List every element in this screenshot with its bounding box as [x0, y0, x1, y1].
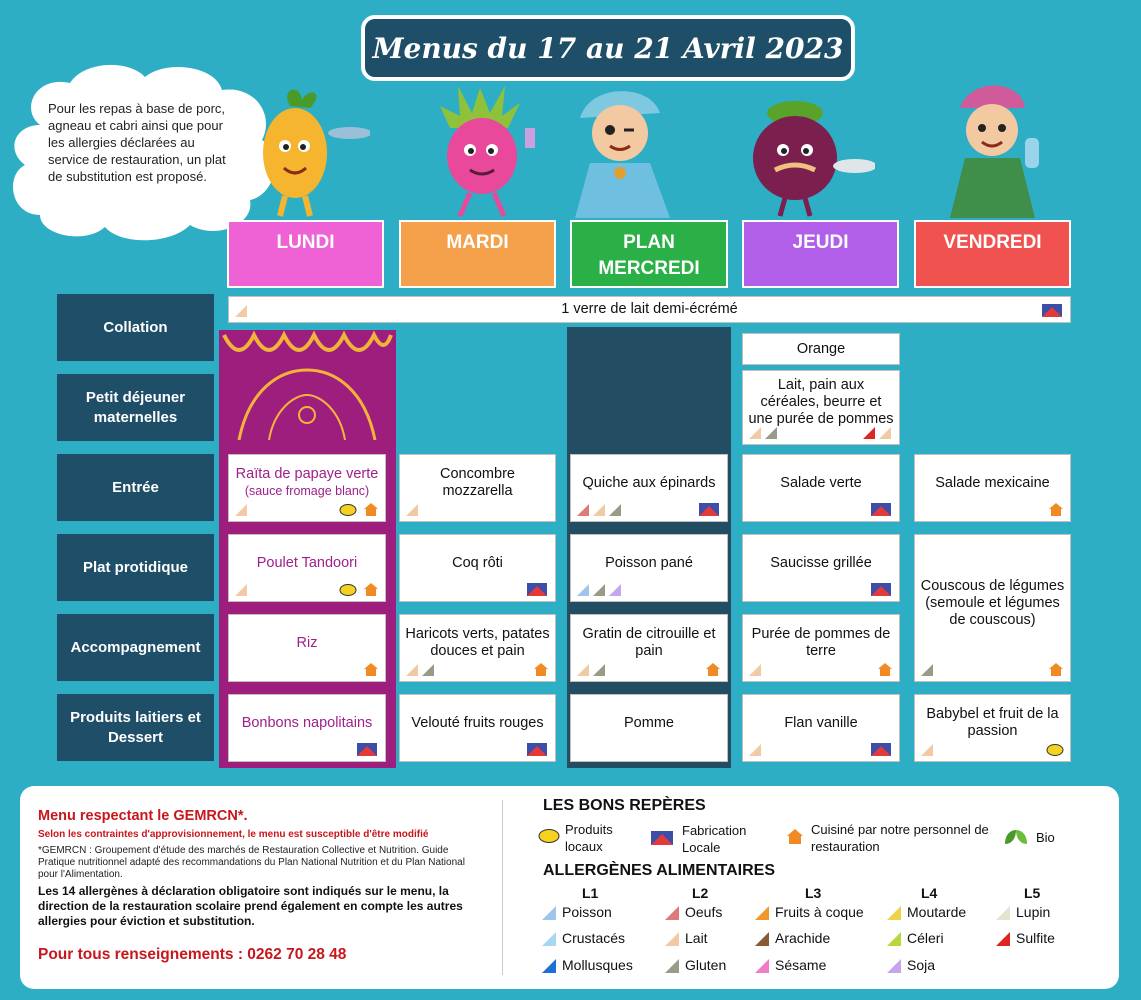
bio-leaf-icon: [1003, 828, 1029, 846]
moutarde-allergen-icon: [887, 906, 901, 920]
produits-locaux-icon: [339, 583, 357, 596]
gemrcn-note: *GEMRCN : Groupement d'étude des marchés de Restauration Collective et Nutrition. Guide Pratique nutritionnel adapté des recommandations du Plan National Nutrition et du Plan National pour l'Alimentation.: [38, 845, 465, 880]
plat-thursday: [742, 534, 900, 602]
dessert-tuesday: [399, 694, 556, 762]
dessert-tuesday-text: Velouté fruits rouges: [411, 714, 544, 731]
dessert-friday: [914, 694, 1071, 762]
gluten-allergen-icon: [422, 664, 434, 676]
allergen-label: Céleri: [907, 930, 944, 946]
entree-friday-text: Salade mexicaine: [935, 474, 1050, 491]
fabrication-locale-icon: [871, 503, 891, 516]
cuisine-maison-label: Cuisiné par notre personnel de restauration: [811, 822, 989, 854]
gluten-allergen-icon: [765, 427, 777, 439]
soja-allergen-icon: [609, 584, 621, 596]
day-header-monday: LUNDI: [227, 220, 384, 288]
petitdej-thursday-1-text: Orange: [796, 340, 846, 357]
lait-allergen-icon: [406, 664, 418, 676]
entree-monday-text: Raïta de papaye verte (sauce fromage blanc): [235, 466, 379, 498]
winged-kid-character: [560, 78, 690, 218]
accomp-monday: [228, 614, 386, 682]
mango-character: [240, 78, 370, 218]
row-label-entree: Entrée: [57, 454, 214, 521]
allergen-label: Oeufs: [685, 904, 723, 920]
bons-reperes-title: LES BONS REPÈRES: [543, 797, 706, 814]
legend-divider: [502, 800, 503, 975]
cuisine-maison-icon: [363, 582, 379, 596]
arachide-allergen-icon: [755, 932, 769, 946]
oeufs-allergen-icon: [665, 906, 679, 920]
allergen-label: Sésame: [775, 957, 827, 973]
sulfite-allergen-icon: [863, 427, 875, 439]
fruit-crown-kid-character: [930, 78, 1060, 218]
fabrication-locale-icon: [1042, 304, 1062, 317]
produits-locaux-label: Produits locaux: [565, 822, 613, 854]
allergen-label: Crustacés: [562, 930, 626, 946]
row-label-plat: Plat protidique: [57, 534, 214, 601]
produits-locaux-icon: [1046, 743, 1064, 756]
row-label-collation: Collation: [57, 294, 214, 361]
lait-allergen-icon: [879, 427, 891, 439]
allergen-col-l3: L3: [805, 885, 822, 901]
contact-phone: Pour tous renseignements : 0262 70 28 48: [38, 946, 347, 963]
petitdej-thursday-1: [742, 333, 900, 365]
lait-allergen-icon: [235, 305, 247, 317]
allergen-label: Mollusques: [562, 957, 633, 973]
lait-allergen-icon: [593, 504, 605, 516]
day-header-tuesday: MARDI: [399, 220, 556, 288]
entree-monday: [228, 454, 386, 522]
plat-monday-text: Poulet Tandoori: [256, 554, 358, 571]
cuisine-maison-icon: [1048, 662, 1064, 676]
accomp-wednesday-text: Gratin de citrouille et pain: [582, 626, 716, 659]
plat-wednesday: [570, 534, 728, 602]
substitution-note: Pour les repas à base de porc, agneau et cabri ainsi que pour les allergies déclarées au service de restauration, un plat de substitution est proposé.: [48, 101, 226, 184]
ornament-decoration: [219, 330, 396, 450]
gluten-allergen-icon: [921, 664, 933, 676]
dessert-monday-text: Bonbons napolitains: [241, 714, 373, 731]
allergen-col-l1: L1: [582, 885, 599, 901]
accomp-wednesday: [570, 614, 728, 682]
allergen-label: Arachide: [775, 930, 831, 946]
day-header-friday: VENDREDI: [914, 220, 1071, 288]
day-header-wednesday: PLAN MERCREDI: [570, 220, 728, 288]
cuisine-maison-icon: [786, 828, 804, 844]
allergen-label: Lait: [685, 930, 708, 946]
celeri-allergen-icon: [887, 932, 901, 946]
gemrcn-subtitle: Selon les contraintes d'approvisionnement, le menu est susceptible d'être modifié: [38, 829, 429, 840]
allergen-col-l4: L4: [921, 885, 938, 901]
dragonfruit-character: [420, 78, 550, 218]
accomp-thursday-text: Purée de pommes de terre: [751, 626, 891, 659]
accomp-thursday: [742, 614, 900, 682]
allergen-label: Sulfite: [1016, 930, 1055, 946]
entree-friday: [914, 454, 1071, 522]
cuisine-maison-icon: [877, 662, 893, 676]
fabrication-locale-icon: [651, 831, 673, 845]
lupin-allergen-icon: [996, 906, 1010, 920]
row-label-dessert: Produits laitiers et Dessert: [57, 694, 214, 761]
fabrication-locale-icon: [871, 743, 891, 756]
dessert-wednesday-text: Pomme: [624, 714, 674, 731]
dessert-thursday: [742, 694, 900, 762]
dessert-wednesday: [570, 694, 728, 762]
dessert-friday-text: Babybel et fruit de la passion: [926, 706, 1059, 739]
dessert-thursday-text: Flan vanille: [784, 714, 858, 731]
fabrication-locale-icon: [527, 743, 547, 756]
allergen-col-l5: L5: [1024, 885, 1041, 901]
plat-accomp-friday: [914, 534, 1071, 682]
lait-allergen-icon: [921, 744, 933, 756]
accomp-monday-text: Riz: [296, 634, 318, 651]
allergen-label: Fruits à coque: [775, 904, 864, 920]
entree-thursday-text: Salade verte: [780, 474, 862, 491]
poisson-allergen-icon: [542, 906, 556, 920]
gluten-allergen-icon: [609, 504, 621, 516]
cuisine-maison-icon: [705, 662, 721, 676]
plat-wednesday-text: Poisson pané: [605, 554, 693, 571]
plat-monday: [228, 534, 386, 602]
gluten-allergen-icon: [593, 664, 605, 676]
sesame-allergen-icon: [755, 959, 769, 973]
entree-tuesday-text: Concombre mozzarella: [440, 466, 515, 499]
plat-tuesday: [399, 534, 556, 602]
plat-tuesday-text: Coq rôti: [452, 554, 503, 571]
produits-locaux-icon: [339, 503, 357, 516]
accomp-tuesday: [399, 614, 556, 682]
lait-allergen-icon: [235, 504, 247, 516]
poisson-allergen-icon: [577, 584, 589, 596]
petitdej-thursday-2: [742, 370, 900, 445]
soja-allergen-icon: [887, 959, 901, 973]
entree-wednesday: [570, 454, 728, 522]
fabrication-locale-icon: [357, 743, 377, 756]
accomp-tuesday-text: Haricots verts, patates douces et pain: [405, 626, 550, 659]
allergen-policy-note: Les 14 allergènes à déclaration obligatoire sont indiqués sur le menu, la direction de la restauration scolaire prend également en compte les autres allergies pour éviction et substitution.: [38, 884, 463, 928]
row-label-accompagnement: Accompagnement: [57, 614, 214, 681]
gemrcn-title: Menu respectant le GEMRCN*.: [38, 808, 248, 824]
allergenes-title: ALLERGÈNES ALIMENTAIRES: [543, 862, 776, 879]
allergen-col-l2: L2: [692, 885, 709, 901]
collation-text: 1 verre de lait demi-écrémé: [561, 301, 738, 317]
allergen-label: Moutarde: [907, 904, 967, 920]
cuisine-maison-icon: [533, 662, 549, 676]
plat-thursday-text: Saucisse grillée: [770, 554, 872, 571]
mollusques-allergen-icon: [542, 959, 556, 973]
cuisine-maison-icon: [1048, 502, 1064, 516]
plat-friday-text: Couscous de légumes (semoule et légumes de couscous): [920, 577, 1065, 628]
petitdej-thursday-2-text: Lait, pain aux céréales, beurre et une purée de pommes: [748, 377, 894, 427]
cuisine-maison-icon: [363, 502, 379, 516]
entree-wednesday-text: Quiche aux épinards: [582, 474, 716, 491]
allergen-label: Lupin: [1016, 904, 1051, 920]
dessert-monday: [228, 694, 386, 762]
allergen-label: Soja: [907, 957, 936, 973]
allergen-label: Poisson: [562, 904, 612, 920]
lait-allergen-icon: [749, 744, 761, 756]
sulfite-allergen-icon: [996, 932, 1010, 946]
bio-label: Bio: [1036, 830, 1055, 845]
produits-locaux-icon: [538, 828, 560, 844]
entree-thursday: [742, 454, 900, 522]
fabrication-locale-icon: [527, 583, 547, 596]
lait-allergen-icon: [749, 427, 761, 439]
gluten-allergen-icon: [665, 959, 679, 973]
lait-allergen-icon: [235, 584, 247, 596]
lait-allergen-icon: [749, 664, 761, 676]
mangosteen-character: [745, 78, 875, 218]
collation-cell: [228, 296, 1071, 323]
row-label-petit-dejeuner: Petit déjeuner maternelles: [57, 374, 214, 441]
lait-allergen-icon: [577, 664, 589, 676]
fruits-a-coque-allergen-icon: [755, 906, 769, 920]
cuisine-maison-icon: [363, 662, 379, 676]
entree-tuesday: [399, 454, 556, 522]
oeufs-allergen-icon: [577, 504, 589, 516]
fabrication-locale-icon: [871, 583, 891, 596]
allergen-label: Gluten: [685, 957, 727, 973]
gluten-allergen-icon: [593, 584, 605, 596]
fabrication-locale-icon: [699, 503, 719, 516]
page-title: Menus du 17 au 21 Avril 2023: [361, 15, 855, 81]
day-header-thursday: JEUDI: [742, 220, 899, 288]
crustaces-allergen-icon: [542, 932, 556, 946]
lait-allergen-icon: [665, 932, 679, 946]
fabrication-locale-label: Fabrication Locale: [682, 823, 747, 855]
lait-allergen-icon: [406, 504, 418, 516]
